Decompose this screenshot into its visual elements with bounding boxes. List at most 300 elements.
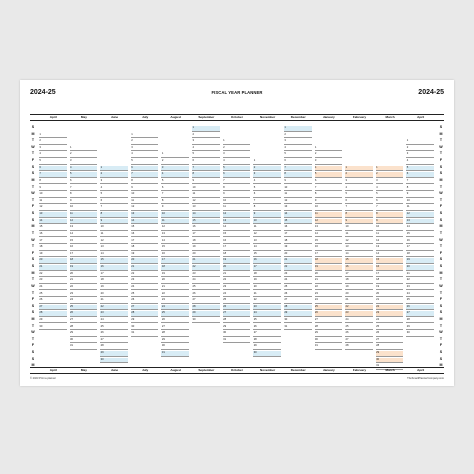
- day-cell[interactable]: [39, 285, 67, 291]
- day-cell[interactable]: [345, 252, 373, 258]
- day-cell[interactable]: [39, 159, 67, 165]
- day-cell[interactable]: [253, 252, 281, 258]
- day-cell[interactable]: [284, 292, 312, 298]
- day-cell[interactable]: [70, 179, 98, 185]
- day-cell[interactable]: [100, 358, 128, 364]
- day-cell[interactable]: [223, 258, 251, 264]
- day-cell[interactable]: [284, 252, 312, 258]
- day-cell[interactable]: [223, 172, 251, 178]
- day-cell[interactable]: [223, 292, 251, 298]
- day-cell[interactable]: [70, 318, 98, 324]
- day-cell[interactable]: [70, 252, 98, 258]
- day-cell[interactable]: [39, 318, 67, 324]
- day-cell[interactable]: [345, 344, 373, 350]
- day-cell[interactable]: [100, 172, 128, 178]
- day-cell[interactable]: [376, 298, 404, 304]
- day-cell[interactable]: [315, 179, 343, 185]
- day-cell[interactable]: [284, 179, 312, 185]
- day-cell[interactable]: [100, 272, 128, 278]
- day-cell[interactable]: [376, 186, 404, 192]
- day-cell[interactable]: [376, 172, 404, 178]
- day-cell[interactable]: [315, 219, 343, 225]
- day-cell[interactable]: [376, 252, 404, 258]
- day-cell[interactable]: [406, 225, 434, 231]
- day-cell[interactable]: [100, 298, 128, 304]
- day-cell[interactable]: [315, 331, 343, 337]
- day-cell[interactable]: [192, 232, 220, 238]
- day-cell[interactable]: [70, 159, 98, 165]
- day-cell[interactable]: [406, 192, 434, 198]
- day-cell[interactable]: [39, 192, 67, 198]
- day-cell[interactable]: [131, 258, 159, 264]
- day-cell[interactable]: [315, 272, 343, 278]
- day-cell[interactable]: [39, 325, 67, 331]
- day-cell[interactable]: [406, 331, 434, 337]
- day-cell[interactable]: [253, 272, 281, 278]
- day-cell[interactable]: [70, 219, 98, 225]
- day-cell[interactable]: [131, 311, 159, 317]
- day-cell[interactable]: [253, 245, 281, 251]
- day-cell[interactable]: [100, 212, 128, 218]
- day-cell[interactable]: [161, 212, 189, 218]
- day-cell[interactable]: [131, 199, 159, 205]
- day-cell[interactable]: [223, 298, 251, 304]
- day-cell[interactable]: [406, 252, 434, 258]
- day-cell[interactable]: [39, 179, 67, 185]
- day-cell[interactable]: [406, 186, 434, 192]
- day-cell[interactable]: [223, 159, 251, 165]
- day-cell[interactable]: [223, 232, 251, 238]
- day-cell[interactable]: [100, 258, 128, 264]
- day-cell[interactable]: [345, 325, 373, 331]
- day-cell[interactable]: [39, 305, 67, 311]
- day-cell[interactable]: [315, 192, 343, 198]
- day-cell[interactable]: [253, 159, 281, 165]
- day-cell[interactable]: [345, 272, 373, 278]
- day-cell[interactable]: [161, 205, 189, 211]
- day-cell[interactable]: [345, 285, 373, 291]
- day-cell[interactable]: [345, 265, 373, 271]
- day-cell[interactable]: [100, 305, 128, 311]
- day-cell[interactable]: [192, 172, 220, 178]
- day-cell[interactable]: [70, 166, 98, 172]
- day-cell[interactable]: [376, 225, 404, 231]
- day-cell[interactable]: [315, 285, 343, 291]
- day-cell[interactable]: [253, 292, 281, 298]
- day-cell[interactable]: [315, 278, 343, 284]
- day-cell[interactable]: [70, 272, 98, 278]
- day-cell[interactable]: [70, 258, 98, 264]
- day-cell[interactable]: [161, 192, 189, 198]
- day-cell[interactable]: [345, 172, 373, 178]
- day-cell[interactable]: [100, 311, 128, 317]
- day-cell[interactable]: [161, 311, 189, 317]
- day-cell[interactable]: [253, 219, 281, 225]
- day-cell[interactable]: [345, 179, 373, 185]
- day-cell[interactable]: [284, 205, 312, 211]
- day-cell[interactable]: [100, 219, 128, 225]
- day-cell[interactable]: [131, 318, 159, 324]
- day-cell[interactable]: [161, 331, 189, 337]
- day-cell[interactable]: [284, 225, 312, 231]
- day-cell[interactable]: [161, 199, 189, 205]
- day-cell[interactable]: [223, 225, 251, 231]
- day-cell[interactable]: [376, 212, 404, 218]
- day-cell[interactable]: [100, 192, 128, 198]
- day-cell[interactable]: [100, 166, 128, 172]
- day-cell[interactable]: [100, 325, 128, 331]
- day-cell[interactable]: [131, 192, 159, 198]
- day-cell[interactable]: [223, 245, 251, 251]
- day-cell[interactable]: [161, 318, 189, 324]
- day-cell[interactable]: [223, 205, 251, 211]
- day-cell[interactable]: [284, 212, 312, 218]
- day-cell[interactable]: [284, 146, 312, 152]
- day-cell[interactable]: [376, 232, 404, 238]
- day-cell[interactable]: [315, 172, 343, 178]
- day-cell[interactable]: [39, 152, 67, 158]
- day-cell[interactable]: [192, 192, 220, 198]
- day-cell[interactable]: [253, 172, 281, 178]
- day-cell[interactable]: [253, 285, 281, 291]
- day-cell[interactable]: [253, 325, 281, 331]
- day-cell[interactable]: [161, 298, 189, 304]
- day-cell[interactable]: [161, 172, 189, 178]
- day-cell[interactable]: [376, 278, 404, 284]
- day-cell[interactable]: [192, 225, 220, 231]
- day-cell[interactable]: [223, 239, 251, 245]
- day-cell[interactable]: [70, 285, 98, 291]
- day-cell[interactable]: [131, 205, 159, 211]
- day-cell[interactable]: [70, 152, 98, 158]
- day-cell[interactable]: [345, 298, 373, 304]
- day-cell[interactable]: [284, 239, 312, 245]
- day-cell[interactable]: [39, 166, 67, 172]
- day-cell[interactable]: [223, 219, 251, 225]
- day-cell[interactable]: [192, 252, 220, 258]
- day-cell[interactable]: [406, 272, 434, 278]
- day-cell[interactable]: [376, 192, 404, 198]
- day-cell[interactable]: [161, 219, 189, 225]
- day-cell[interactable]: [192, 298, 220, 304]
- day-cell[interactable]: [131, 139, 159, 145]
- day-cell[interactable]: [223, 265, 251, 271]
- day-cell[interactable]: [100, 318, 128, 324]
- day-cell[interactable]: [376, 338, 404, 344]
- day-cell[interactable]: [161, 351, 189, 357]
- day-cell[interactable]: [284, 298, 312, 304]
- day-cell[interactable]: [315, 159, 343, 165]
- day-cell[interactable]: [284, 139, 312, 145]
- day-cell[interactable]: [161, 239, 189, 245]
- day-cell[interactable]: [131, 305, 159, 311]
- day-cell[interactable]: [131, 212, 159, 218]
- day-cell[interactable]: [376, 305, 404, 311]
- day-cell[interactable]: [376, 318, 404, 324]
- day-cell[interactable]: [192, 159, 220, 165]
- day-cell[interactable]: [192, 186, 220, 192]
- day-cell[interactable]: [315, 252, 343, 258]
- day-cell[interactable]: [70, 305, 98, 311]
- day-cell[interactable]: [345, 318, 373, 324]
- day-cell[interactable]: [192, 311, 220, 317]
- day-cell[interactable]: [223, 311, 251, 317]
- day-cell[interactable]: [284, 232, 312, 238]
- day-cell[interactable]: [376, 325, 404, 331]
- day-cell[interactable]: [39, 225, 67, 231]
- day-cell[interactable]: [284, 285, 312, 291]
- day-cell[interactable]: [192, 166, 220, 172]
- day-cell[interactable]: [223, 166, 251, 172]
- day-cell[interactable]: [406, 298, 434, 304]
- day-cell[interactable]: [131, 292, 159, 298]
- day-cell[interactable]: [161, 186, 189, 192]
- day-cell[interactable]: [100, 179, 128, 185]
- day-cell[interactable]: [161, 278, 189, 284]
- day-cell[interactable]: [161, 225, 189, 231]
- day-cell[interactable]: [345, 239, 373, 245]
- day-cell[interactable]: [345, 258, 373, 264]
- day-cell[interactable]: [315, 225, 343, 231]
- day-cell[interactable]: [192, 318, 220, 324]
- day-cell[interactable]: [315, 199, 343, 205]
- day-cell[interactable]: [70, 232, 98, 238]
- day-cell[interactable]: [406, 219, 434, 225]
- day-cell[interactable]: [100, 239, 128, 245]
- day-cell[interactable]: [39, 278, 67, 284]
- day-cell[interactable]: [315, 239, 343, 245]
- day-cell[interactable]: [131, 252, 159, 258]
- day-cell[interactable]: [223, 139, 251, 145]
- day-cell[interactable]: [406, 305, 434, 311]
- day-cell[interactable]: [253, 205, 281, 211]
- day-cell[interactable]: [345, 212, 373, 218]
- day-cell[interactable]: [345, 205, 373, 211]
- day-cell[interactable]: [223, 252, 251, 258]
- day-cell[interactable]: [161, 338, 189, 344]
- day-cell[interactable]: [192, 219, 220, 225]
- day-cell[interactable]: [70, 278, 98, 284]
- day-cell[interactable]: [100, 245, 128, 251]
- day-cell[interactable]: [192, 245, 220, 251]
- day-cell[interactable]: [406, 285, 434, 291]
- day-cell[interactable]: [284, 159, 312, 165]
- day-cell[interactable]: [223, 152, 251, 158]
- day-cell[interactable]: [70, 338, 98, 344]
- day-cell[interactable]: [131, 219, 159, 225]
- day-cell[interactable]: [406, 311, 434, 317]
- day-cell[interactable]: [131, 325, 159, 331]
- day-cell[interactable]: [161, 265, 189, 271]
- day-cell[interactable]: [70, 298, 98, 304]
- day-cell[interactable]: [39, 205, 67, 211]
- day-cell[interactable]: [223, 325, 251, 331]
- day-cell[interactable]: [345, 245, 373, 251]
- day-cell[interactable]: [315, 232, 343, 238]
- day-cell[interactable]: [223, 192, 251, 198]
- day-cell[interactable]: [345, 219, 373, 225]
- day-cell[interactable]: [70, 225, 98, 231]
- day-cell[interactable]: [161, 159, 189, 165]
- day-cell[interactable]: [192, 126, 220, 132]
- day-cell[interactable]: [284, 305, 312, 311]
- day-cell[interactable]: [376, 219, 404, 225]
- day-cell[interactable]: [131, 285, 159, 291]
- day-cell[interactable]: [161, 245, 189, 251]
- day-cell[interactable]: [315, 166, 343, 172]
- day-cell[interactable]: [39, 172, 67, 178]
- day-cell[interactable]: [223, 331, 251, 337]
- day-cell[interactable]: [192, 272, 220, 278]
- day-cell[interactable]: [284, 126, 312, 132]
- day-cell[interactable]: [253, 225, 281, 231]
- day-cell[interactable]: [253, 239, 281, 245]
- day-cell[interactable]: [192, 265, 220, 271]
- day-cell[interactable]: [253, 318, 281, 324]
- day-cell[interactable]: [406, 179, 434, 185]
- day-cell[interactable]: [100, 232, 128, 238]
- day-cell[interactable]: [406, 245, 434, 251]
- day-cell[interactable]: [223, 179, 251, 185]
- day-cell[interactable]: [70, 311, 98, 317]
- day-cell[interactable]: [376, 331, 404, 337]
- day-cell[interactable]: [39, 311, 67, 317]
- day-cell[interactable]: [70, 205, 98, 211]
- day-cell[interactable]: [253, 331, 281, 337]
- day-cell[interactable]: [161, 252, 189, 258]
- day-cell[interactable]: [39, 199, 67, 205]
- day-cell[interactable]: [345, 192, 373, 198]
- day-cell[interactable]: [223, 285, 251, 291]
- day-cell[interactable]: [39, 239, 67, 245]
- day-cell[interactable]: [70, 245, 98, 251]
- day-cell[interactable]: [39, 139, 67, 145]
- day-cell[interactable]: [406, 258, 434, 264]
- day-cell[interactable]: [253, 258, 281, 264]
- day-cell[interactable]: [223, 305, 251, 311]
- day-cell[interactable]: [376, 199, 404, 205]
- day-cell[interactable]: [161, 325, 189, 331]
- day-cell[interactable]: [70, 146, 98, 152]
- day-cell[interactable]: [39, 252, 67, 258]
- day-cell[interactable]: [284, 272, 312, 278]
- day-cell[interactable]: [406, 325, 434, 331]
- day-cell[interactable]: [192, 205, 220, 211]
- day-cell[interactable]: [253, 338, 281, 344]
- day-cell[interactable]: [192, 179, 220, 185]
- day-cell[interactable]: [376, 285, 404, 291]
- day-cell[interactable]: [192, 152, 220, 158]
- day-cell[interactable]: [70, 325, 98, 331]
- day-cell[interactable]: [39, 292, 67, 298]
- day-cell[interactable]: [315, 305, 343, 311]
- day-cell[interactable]: [284, 325, 312, 331]
- day-cell[interactable]: [284, 311, 312, 317]
- day-cell[interactable]: [100, 205, 128, 211]
- day-cell[interactable]: [406, 139, 434, 145]
- day-cell[interactable]: [284, 172, 312, 178]
- day-cell[interactable]: [161, 272, 189, 278]
- day-cell[interactable]: [223, 338, 251, 344]
- day-cell[interactable]: [253, 212, 281, 218]
- day-cell[interactable]: [406, 318, 434, 324]
- day-cell[interactable]: [315, 318, 343, 324]
- day-cell[interactable]: [406, 166, 434, 172]
- day-cell[interactable]: [100, 331, 128, 337]
- day-cell[interactable]: [161, 179, 189, 185]
- day-cell[interactable]: [253, 305, 281, 311]
- day-cell[interactable]: [39, 232, 67, 238]
- day-cell[interactable]: [100, 252, 128, 258]
- day-cell[interactable]: [253, 344, 281, 350]
- day-cell[interactable]: [161, 292, 189, 298]
- day-cell[interactable]: [131, 225, 159, 231]
- day-cell[interactable]: [376, 272, 404, 278]
- day-cell[interactable]: [131, 298, 159, 304]
- day-cell[interactable]: [100, 199, 128, 205]
- day-cell[interactable]: [161, 344, 189, 350]
- day-cell[interactable]: [345, 166, 373, 172]
- day-cell[interactable]: [131, 146, 159, 152]
- day-cell[interactable]: [315, 212, 343, 218]
- day-cell[interactable]: [100, 285, 128, 291]
- day-cell[interactable]: [253, 186, 281, 192]
- day-cell[interactable]: [315, 325, 343, 331]
- day-cell[interactable]: [100, 186, 128, 192]
- day-cell[interactable]: [223, 278, 251, 284]
- day-cell[interactable]: [406, 205, 434, 211]
- day-cell[interactable]: [315, 152, 343, 158]
- day-cell[interactable]: [192, 146, 220, 152]
- day-cell[interactable]: [131, 133, 159, 139]
- day-cell[interactable]: [100, 265, 128, 271]
- day-cell[interactable]: [345, 338, 373, 344]
- day-cell[interactable]: [345, 199, 373, 205]
- day-cell[interactable]: [284, 192, 312, 198]
- day-cell[interactable]: [223, 146, 251, 152]
- day-cell[interactable]: [131, 278, 159, 284]
- day-cell[interactable]: [131, 245, 159, 251]
- day-cell[interactable]: [192, 258, 220, 264]
- day-cell[interactable]: [223, 318, 251, 324]
- day-cell[interactable]: [192, 305, 220, 311]
- day-cell[interactable]: [70, 239, 98, 245]
- day-cell[interactable]: [131, 179, 159, 185]
- day-cell[interactable]: [284, 245, 312, 251]
- day-cell[interactable]: [406, 292, 434, 298]
- day-cell[interactable]: [192, 285, 220, 291]
- day-cell[interactable]: [376, 311, 404, 317]
- day-cell[interactable]: [131, 172, 159, 178]
- day-cell[interactable]: [192, 212, 220, 218]
- day-cell[interactable]: [406, 232, 434, 238]
- day-cell[interactable]: [376, 239, 404, 245]
- day-cell[interactable]: [284, 219, 312, 225]
- day-cell[interactable]: [253, 351, 281, 357]
- day-cell[interactable]: [192, 199, 220, 205]
- day-cell[interactable]: [131, 186, 159, 192]
- day-cell[interactable]: [315, 292, 343, 298]
- day-cell[interactable]: [284, 265, 312, 271]
- day-cell[interactable]: [406, 239, 434, 245]
- day-cell[interactable]: [39, 146, 67, 152]
- day-cell[interactable]: [131, 265, 159, 271]
- day-cell[interactable]: [376, 205, 404, 211]
- day-cell[interactable]: [376, 258, 404, 264]
- day-cell[interactable]: [345, 232, 373, 238]
- day-cell[interactable]: [223, 212, 251, 218]
- day-cell[interactable]: [70, 199, 98, 205]
